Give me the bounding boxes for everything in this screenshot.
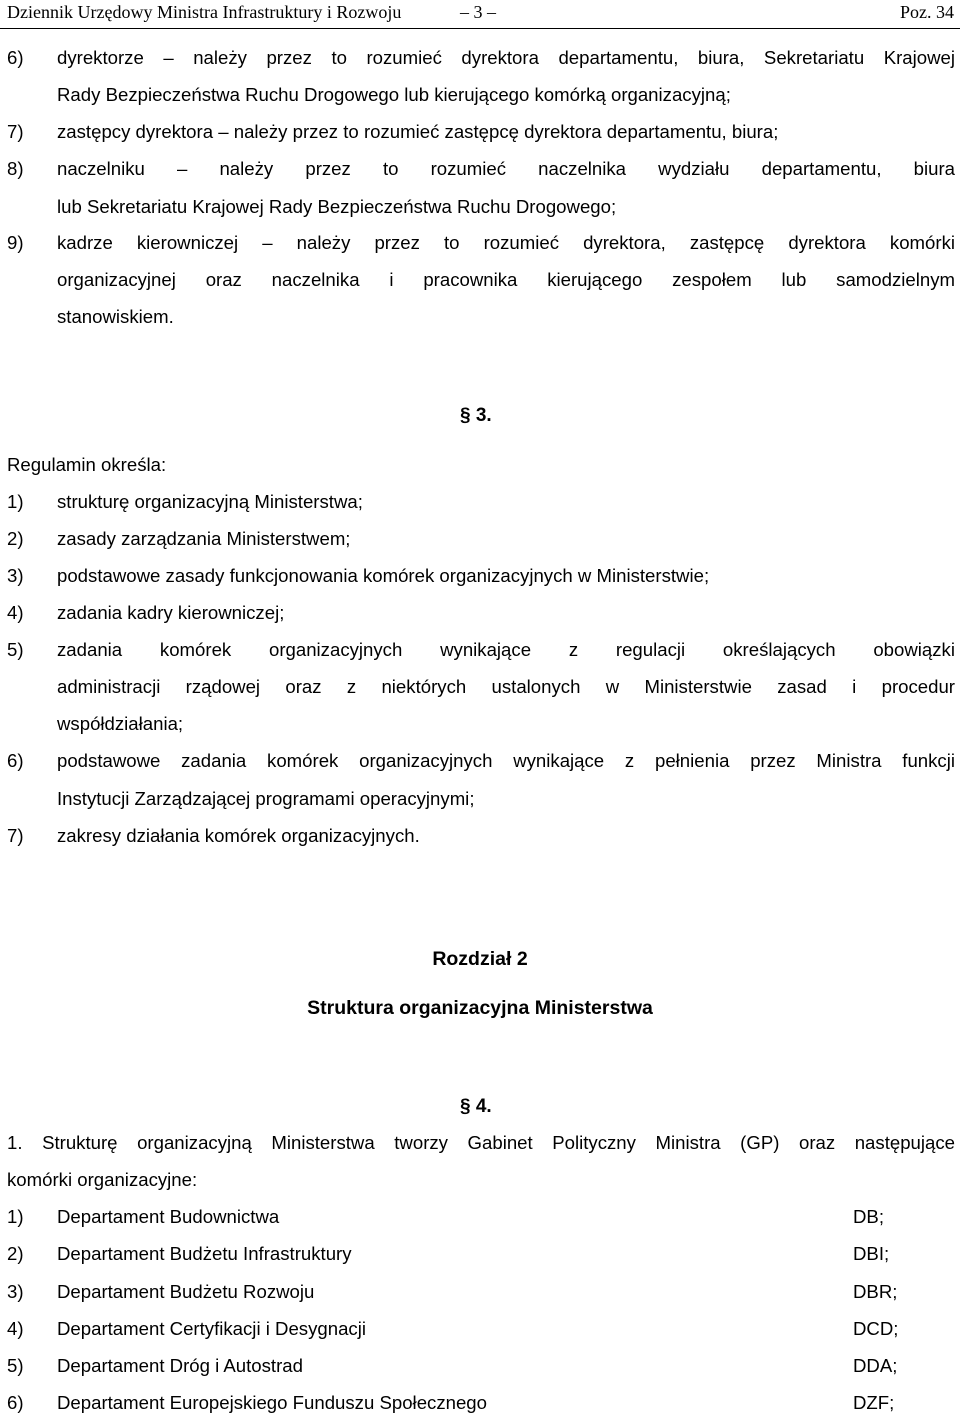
- item-number: 5): [7, 1355, 24, 1376]
- item-number: 7): [7, 121, 24, 142]
- department-name: Departament Dróg i Autostrad: [57, 1355, 303, 1376]
- item-text: administracji rządowej oraz z niektórych ustalonych w Ministerstwie zasad i procedur: [57, 676, 955, 697]
- definition-item: [7, 230, 955, 256]
- item-number: 6): [7, 750, 24, 771]
- item-number: 2): [7, 528, 24, 549]
- department-row: [7, 1279, 955, 1305]
- department-row: [7, 1353, 955, 1379]
- definition-item: [7, 156, 955, 182]
- item-text: podstawowe zadania komórek organizacyjnych wynikające z pełnienia przez Ministra funkcji: [57, 750, 955, 771]
- item-text: organizacyjnej oraz naczelnika i pracownika kierującego zespołem lub samodzielnym: [57, 269, 955, 290]
- list-item-continued: [7, 786, 955, 812]
- item-text: strukturę organizacyjną Ministerstwa;: [57, 491, 363, 512]
- header-rule: [0, 28, 960, 29]
- section-mark: § 3.: [460, 405, 492, 426]
- journal-title: Dziennik Urzędowy Ministra Infrastruktury i Rozwoju: [7, 2, 402, 22]
- item-text: zadania kadry kierowniczej;: [57, 602, 285, 623]
- department-name: Departament Budżetu Infrastruktury: [57, 1243, 352, 1264]
- item-text: kadrze kierowniczej – należy przez to rozumieć dyrektora, zastępcę dyrektora komórki: [57, 232, 955, 253]
- list-item: [7, 489, 955, 515]
- list-item: [7, 748, 955, 774]
- definition-item-continued: [7, 267, 955, 293]
- department-name: Departament Budżetu Rozwoju: [57, 1281, 315, 1302]
- item-number: 7): [7, 825, 24, 846]
- item-text: podstawowe zasady funkcjonowania komórek organizacyjnych w Ministerstwie;: [57, 565, 710, 586]
- section-intro-continued: komórki organizacyjne:: [7, 1169, 198, 1190]
- definition-item-continued: [7, 194, 955, 220]
- item-number: 6): [7, 1392, 24, 1413]
- page-header: [0, 0, 960, 36]
- department-row: [7, 1241, 955, 1267]
- list-item: [7, 526, 955, 552]
- item-number: 3): [7, 565, 24, 586]
- chapter-title: Rozdział 2: [432, 948, 528, 970]
- department-row: [7, 1204, 955, 1230]
- item-text: naczelniku – należy przez to rozumieć naczelnika wydziału departamentu, biura: [57, 158, 955, 179]
- list-item: [7, 823, 955, 849]
- department-name: Departament Certyfikacji i Desygnacji: [57, 1318, 366, 1339]
- item-number: 1): [7, 491, 24, 512]
- department-abbreviation: DB;: [853, 1206, 884, 1227]
- department-name: Departament Europejskiego Funduszu Społecznego: [57, 1392, 487, 1413]
- item-number: 3): [7, 1281, 24, 1302]
- item-text: zakresy działania komórek organizacyjnych.: [57, 825, 420, 846]
- section-mark: § 4.: [460, 1096, 492, 1117]
- page-number: – 3 –: [460, 2, 496, 22]
- item-text: współdziałania;: [57, 713, 184, 734]
- section-intro: 1. Strukturę organizacyjną Ministerstwa tworzy Gabinet Polityczny Ministra (GP) oraz następujące: [7, 1132, 955, 1153]
- department-abbreviation: DZF;: [853, 1392, 895, 1413]
- item-number: 6): [7, 47, 24, 68]
- item-text: zasady zarządzania Ministerstwem;: [57, 528, 351, 549]
- department-row: [7, 1316, 955, 1342]
- section-intro: Regulamin określa:: [7, 454, 167, 475]
- definition-item: [7, 45, 955, 71]
- item-text: dyrektorze – należy przez to rozumieć dyrektora departamentu, biura, Sekretariatu Krajowej: [57, 47, 955, 68]
- definition-item-continued: [7, 82, 955, 108]
- list-item-continued: [7, 711, 955, 737]
- department-abbreviation: DBR;: [853, 1281, 898, 1302]
- list-item-continued: [7, 674, 955, 700]
- list-item: [7, 600, 955, 626]
- department-name: Departament Budownictwa: [57, 1206, 280, 1227]
- item-number: 4): [7, 1318, 24, 1339]
- item-text: zadania komórek organizacyjnych wynikające z regulacji określających obowiązki: [57, 639, 955, 660]
- department-abbreviation: DCD;: [853, 1318, 899, 1339]
- item-number: 5): [7, 639, 24, 660]
- list-item: [7, 637, 955, 663]
- item-text: lub Sekretariatu Krajowej Rady Bezpieczeństwa Ruchu Drogowego;: [57, 196, 617, 217]
- list-item: [7, 563, 955, 589]
- department-abbreviation: DBI;: [853, 1243, 890, 1264]
- item-text: Rady Bezpieczeństwa Ruchu Drogowego lub kierującego komórką organizacyjną;: [57, 84, 731, 105]
- item-number: 9): [7, 232, 24, 253]
- item-number: 8): [7, 158, 24, 179]
- definition-item: [7, 119, 955, 145]
- chapter-subtitle: Struktura organizacyjna Ministerstwa: [307, 997, 653, 1019]
- item-text: Instytucji Zarządzającej programami operacyjnymi;: [57, 788, 475, 809]
- department-row: [7, 1390, 955, 1416]
- item-text: zastępcy dyrektora – należy przez to rozumieć zastępcę dyrektora departamentu, biura;: [57, 121, 779, 142]
- position-number: Poz. 34: [900, 2, 954, 22]
- item-number: 4): [7, 602, 24, 623]
- item-number: 1): [7, 1206, 24, 1227]
- department-abbreviation: DDA;: [853, 1355, 898, 1376]
- item-text: stanowiskiem.: [57, 306, 174, 327]
- definition-item-continued: [7, 304, 955, 330]
- item-number: 2): [7, 1243, 24, 1264]
